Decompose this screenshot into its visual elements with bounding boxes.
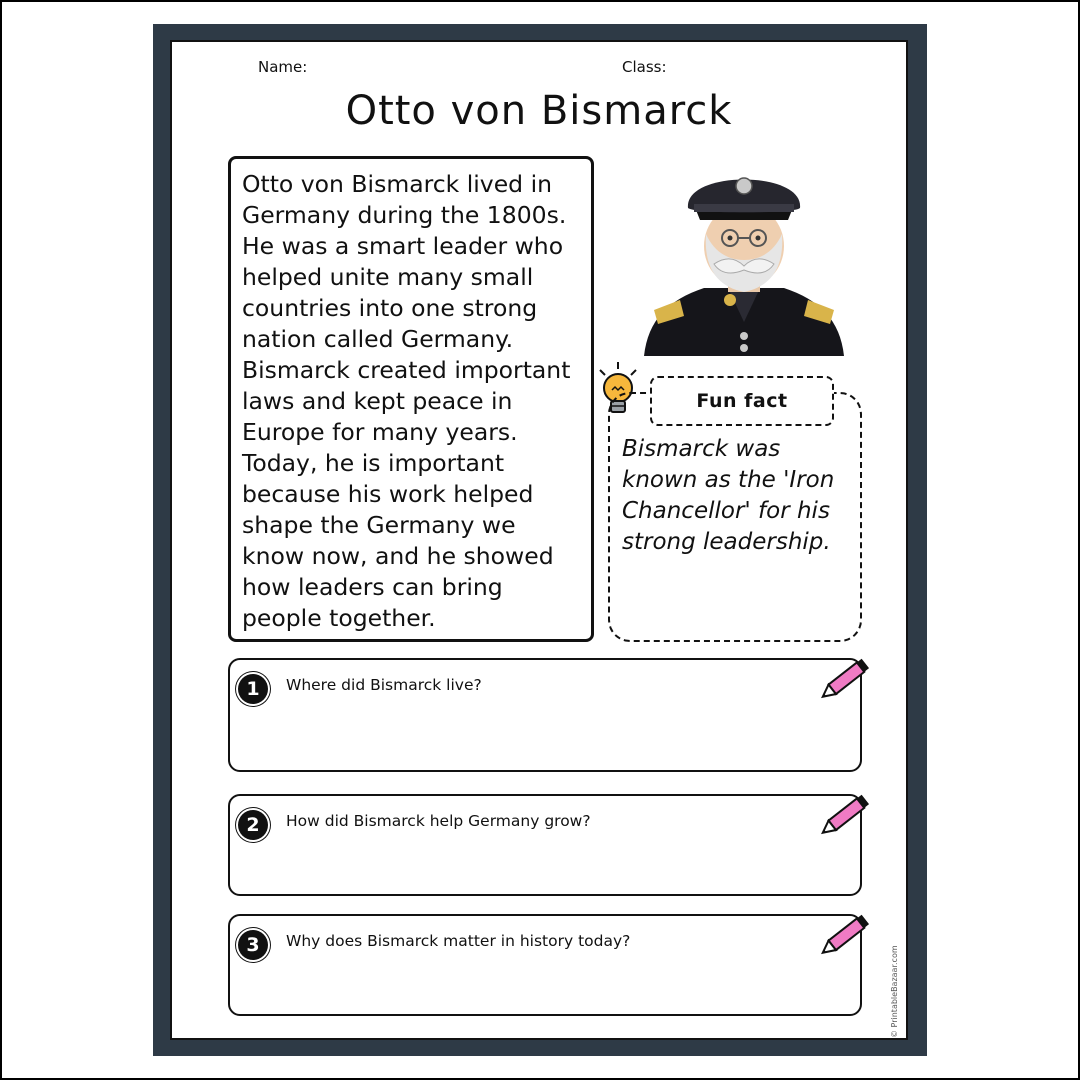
question-2-box[interactable] (228, 794, 862, 896)
question-number: 2 (238, 810, 268, 840)
class-label: Class: (622, 58, 667, 76)
watermark: © PrintableBazaar.com (890, 945, 899, 1038)
pencil-icon (820, 908, 876, 958)
worksheet (170, 40, 908, 1040)
question-1-box[interactable] (228, 658, 862, 772)
question-text: Why does Bismarck matter in history today? (286, 932, 631, 950)
fun-fact-heading: Fun fact (650, 376, 834, 426)
passage-text: Otto von Bismarck lived in Germany during the 1800s. He was a smart leader who helped unite many small countries into one strong nation called Germany. Bismarck created important laws and kept peace in Europe for many years. Today, he is important because his work helped shape the Germany we know now, and he showed how leaders can bring people together. (242, 170, 571, 632)
question-number: 3 (238, 930, 268, 960)
question-number: 1 (238, 674, 268, 704)
bismarck-portrait (644, 160, 844, 356)
question-text: How did Bismarck help Germany grow? (286, 812, 591, 830)
page-title: Otto von Bismarck (345, 88, 733, 134)
pencil-icon (820, 788, 876, 838)
fun-fact-text: Bismarck was known as the 'Iron Chancellor' for his strong leadership. (622, 436, 835, 555)
question-text: Where did Bismarck live? (286, 676, 482, 694)
name-label: Name: (258, 58, 308, 76)
question-3-box[interactable] (228, 914, 862, 1016)
reading-passage (228, 156, 594, 642)
pencil-icon (820, 652, 876, 702)
